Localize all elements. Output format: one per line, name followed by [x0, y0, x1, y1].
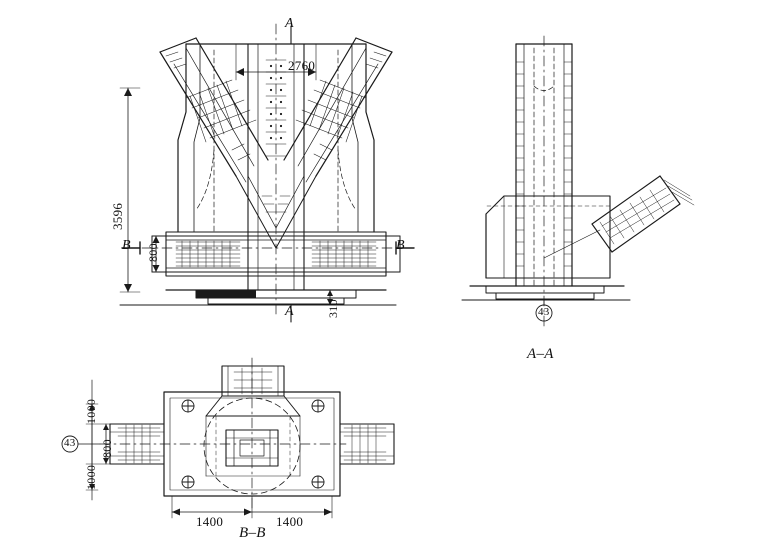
- section-mark-b-left: B: [122, 238, 131, 253]
- dim-right-span: 1400: [276, 514, 304, 529]
- dim-mid-offset: 800: [100, 439, 114, 458]
- section-mark-a-bottom: A: [285, 304, 294, 319]
- dim-lower-offset: 1000: [84, 464, 98, 490]
- dim-upper-offset: 1000: [84, 398, 98, 424]
- dim-left-span: 1400: [196, 514, 224, 529]
- grid-bubble-plan-label: 43: [64, 437, 76, 449]
- side-view: [462, 36, 694, 330]
- caption-b-b: B–B: [239, 525, 266, 541]
- dim-base-thickness: 310: [326, 299, 340, 318]
- dim-plate-depth: 800: [146, 243, 160, 262]
- grid-bubble-side-label: 43: [538, 306, 550, 318]
- front-view: [120, 24, 414, 322]
- section-mark-b-right: B: [396, 238, 405, 253]
- dim-overall-height: 3596: [110, 202, 125, 230]
- caption-a-a: A–A: [527, 346, 554, 362]
- dim-top-width: 2760: [288, 58, 316, 73]
- section-mark-a-top: A: [285, 16, 294, 31]
- plan-view: [62, 358, 394, 518]
